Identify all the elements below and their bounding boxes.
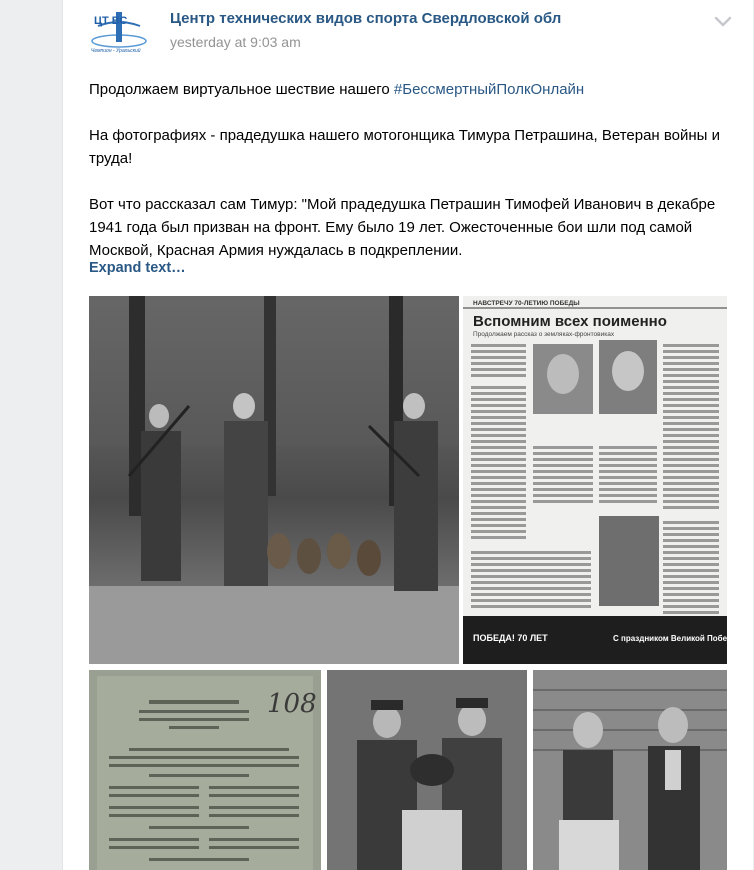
logo-text-bottom: Чемпион - Уральский [91, 48, 141, 54]
wall-post [62, 0, 753, 870]
photo-couple-portrait[interactable] [533, 670, 727, 870]
logo-icon [88, 6, 150, 54]
photo-newspaper-clipping[interactable] [463, 296, 742, 664]
post-header [63, 0, 754, 70]
post-paragraph-3: Вот что рассказал сам Тимур: "Мой прадедушка Петрашин Тимофей Иванович в декабре 1941 года был призван на фронт. Ему было 19 лет. Ожесточенные бои шли под самой Москвой, Красная Армия нуждалась в подкреплении. [89, 196, 716, 259]
newspaper-subhead: Продолжаем рассказ о земляках-фронтовиках [473, 331, 615, 338]
newspaper-footer-left: ПОБЕДА! 70 ЛЕТ [473, 633, 548, 643]
document-handwritten-number: 108 [267, 689, 317, 719]
expand-text-link[interactable]: Expand text… [89, 260, 186, 276]
post-paragraph-2: На фотографиях - прадедушка нашего мотогонщика Тимура Петрашина, Ветеран войны и труда! [89, 127, 721, 167]
newspaper-headline: Вспомним всех поименно [473, 313, 667, 330]
logo-text-top: ЦТ ВС [94, 15, 128, 27]
post-paragraph-1 [89, 78, 729, 101]
community-avatar[interactable] [88, 6, 150, 54]
chevron-down-icon [714, 14, 732, 28]
post-menu-button[interactable] [714, 14, 732, 28]
newspaper-footer-right: С праздником Великой Победы! [613, 634, 742, 643]
photo-two-soldiers[interactable] [327, 670, 527, 870]
newspaper-banner: НАВСТРЕЧУ 70-ЛЕТИЮ ПОБЕДЫ [473, 300, 580, 307]
paragraph-1-text: Продолжаем виртуальное шествие нашего [89, 81, 394, 98]
post-text [89, 78, 729, 262]
photo-hunters-with-dogs[interactable] [89, 296, 459, 664]
post-author-link[interactable]: Центр технических видов спорта Свердловской обл [170, 10, 562, 27]
photo-archival-document[interactable] [89, 670, 321, 870]
post-date-link[interactable]: yesterday at 9:03 am [170, 34, 301, 50]
hashtag-link[interactable]: #БессмертныйПолкОнлайн [393, 81, 585, 98]
